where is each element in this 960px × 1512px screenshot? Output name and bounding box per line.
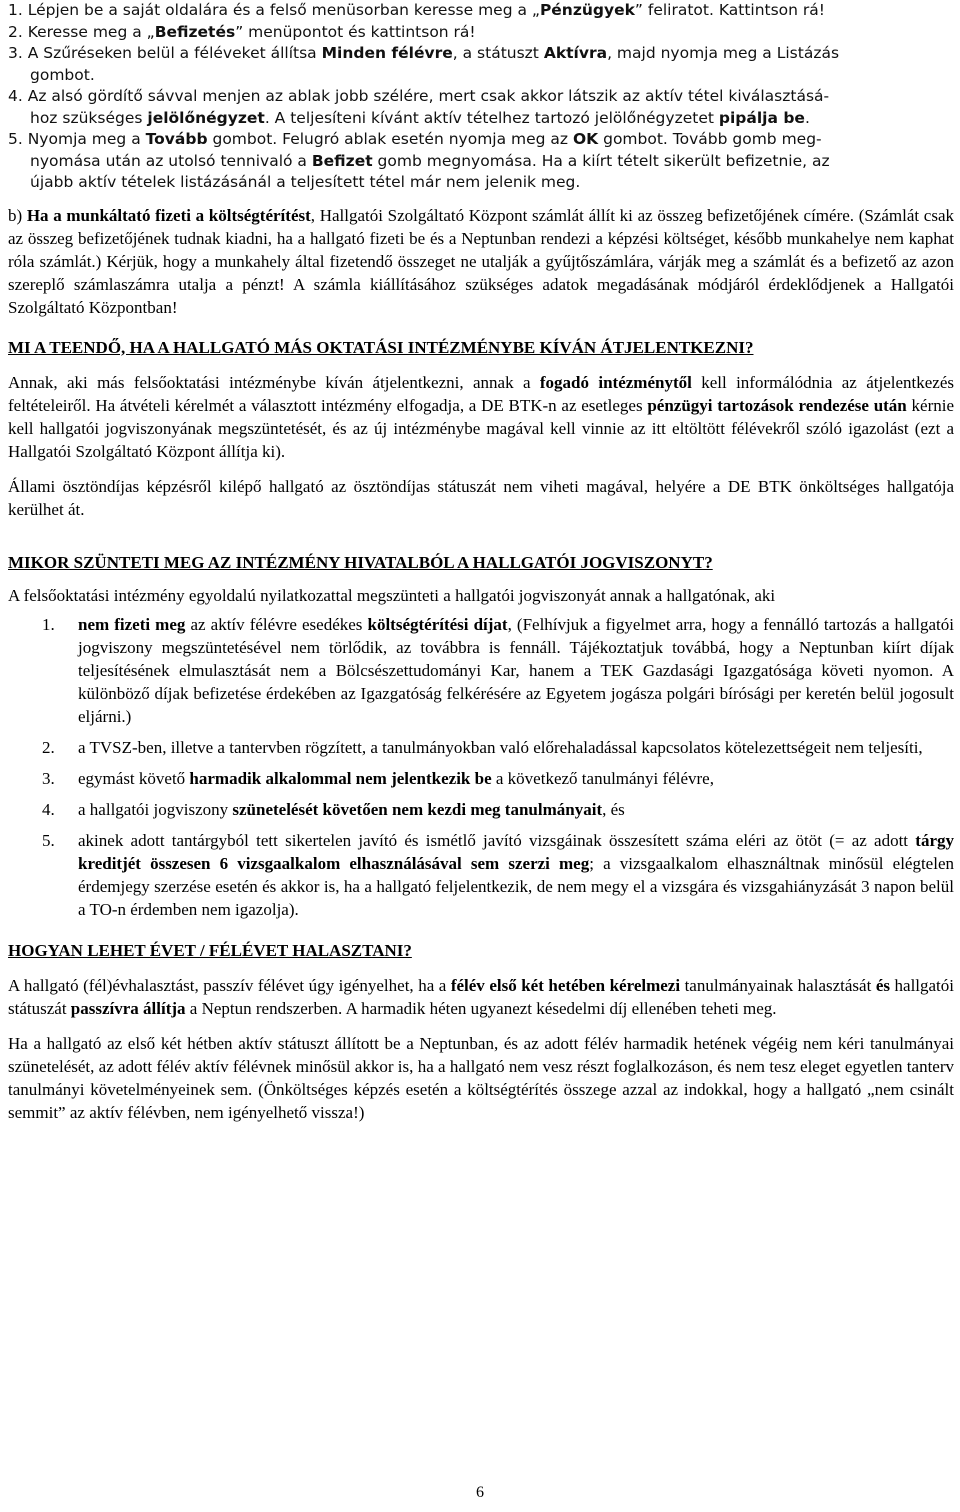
step-line: nyomása után az utolsó tennivaló a Befizet gomb megnyomása. Ha a kiírt tételt sikerült befizetnie, az: [30, 151, 830, 170]
list-item: 5. akinek adott tantárgyból tett sikertelen javító és ismétlő javító vizsgáinak összesített száma eléri az ötöt (= az adott tárgy kreditjét összesen 6 vizsgaalkalom elhasználásával sem szerzi meg; a vizsgaalkalom elhasználtnak minősül elégtelen érdemjegy szerzése esetén és akkor is, ha a hallgató feljelentkezik, de nem megy el a vizsgára és vizsgahiányzását 3 napon belül a TO-n érdemben nem igazolja).: [42, 830, 954, 919]
step-line: 4. Az alsó gördítő sávval menjen az ablak jobb szélére, mert csak akkor látszik az aktív tétel kiválasztásá-: [8, 87, 830, 105]
active-semester-paragraph: Ha a hallgató az első két hétben aktív státuszt állított be a Neptunban, és az adott félév harmadik hetének végéig nem kéri tanulmányai szünetelését, az adott félév aktív félévnek minősül akkor is, ha a hallgató nem vesz részt foglalkozáson, és nem tesz eleget egyetlen tanterv tanulmányi követelményeinek sem. (Önköltséges képzés esetén a költségtérítés összege azzal az indokkal, hogy a hallgató „nem csinált semmit” az aktív félévben, nem igényelhető vissza!): [8, 1033, 954, 1122]
section-heading-termination: MIKOR SZÜNTETI MEG AZ INTÉZMÉNY HIVATALBÓL A HALLGATÓI JOGVISZONYT?: [8, 552, 713, 572]
scholarship-paragraph: Állami ösztöndíjas képzésről kilépő hallgató az ösztöndíjas státuszát nem viheti magával, helyére a DE BTK önköltséges hallgatója kerülhet át.: [8, 476, 954, 519]
list-item: 1. nem fizeti meg az aktív félévre esedékes költségtérítési díjat, (Felhívjuk a figyelmet arra, hogy a fennálló tartozás a hallgatói jogviszony megszüntetésével nem törlődik, az továbbra is fennáll. Tájékoztatjuk továbbá, hogy a Neptunban kiírt díjak teljesítésének elmulasztását nem a Bölcsészettudományi Kar, hanem a TEK Gazdasági Igazgatósága követi nyomon. A különböző díjak befizetése érdekében az Igazgatóság felkérésére az Egyetem jogásza polgári bírósági per keretén belül jogosult eljárni.): [42, 614, 954, 726]
list-item: 4. a hallgatói jogviszony szünetelését követően nem kezdi meg tanulmányait, és: [42, 799, 625, 819]
section-heading-transfer: MI A TEENDŐ, HA A HALLGATÓ MÁS OKTATÁSI INTÉZMÉNYBE KÍVÁN ÁTJELENTKEZNI?: [8, 337, 754, 357]
termination-list: [8, 613, 954, 921]
step-line: gombot.: [30, 65, 95, 84]
step-line: 5. Nyomja meg a Tovább gombot. Felugró ablak esetén nyomja meg az OK gombot. Tovább gomb meg-: [8, 130, 822, 148]
deferral-paragraph: A hallgató (fél)évhalasztást, passzív félévet úgy igényelhet, ha a félév első két hetében kérelmezi tanulmányainak halasztását és hallgatói státuszát passzívra állítja a Neptun rendszerben. A harmadik héten ugyanezt késedelmi díj ellenében teheti meg.: [8, 975, 955, 1018]
step-line: hoz szükséges jelölőnégyzet. A teljesíteni kívánt aktív tételhez tartozó jelölőnégyzetet pipálja be.: [30, 108, 810, 127]
list-item: 2. a TVSZ-ben, illetve a tantervben rögzített, a tanulmányokban való előrehaladással kapcsolatos kötelezettségeit nem teljesíti,: [42, 737, 923, 757]
termination-intro: A felsőoktatási intézmény egyoldalú nyilatkozattal megszünteti a hallgatói jogviszonyát annak a hallgatónak, aki: [8, 585, 776, 605]
document-page: [8, 0, 954, 1124]
section-heading-deferral: HOGYAN LEHET ÉVET / FÉLÉVET HALASZTANI?: [8, 940, 412, 960]
payment-steps: [8, 0, 954, 194]
list-item: 3. egymást követő harmadik alkalommal nem jelentkezik be a következő tanulmányi félévre,: [42, 768, 714, 788]
step-line: 2. Keresse meg a „Befizetés” menüpontot és kattintson rá!: [8, 22, 476, 41]
step-line: 3. A Szűréseken belül a féléveket állítsa Minden félévre, a státuszt Aktívra, majd nyomja meg a Listázás: [8, 44, 840, 62]
step-line: újabb aktív tételek listázásánál a teljesített tétel már nem jelenik meg.: [30, 173, 581, 191]
step-line: 1. Lépjen be a saját oldalára és a felső menüsorban keresse meg a „Pénzügyek” feliratot. Kattintson rá!: [8, 1, 825, 19]
page-number: 6: [476, 1484, 484, 1501]
employer-payment-paragraph: b) Ha a munkáltató fizeti a költségtérítést, Hallgatói Szolgáltató Központ számlát állít ki az összeg befizetőjének címére. (Számlát csak az összeg befizetőjének tudnak kiadni, ha a hallgató fizeti be és a Neptunban rendezi a képzési költséget, később munkahelye nem kaphat róla számlát.) Kérjük, hogy a munkahely által fizetendő összeget ne utalják a gyűjtőszámlára, várják meg a számlát és a befizető az azon szereplő számlaszámra utalja a pénzt! A számla kiállításához szükséges adatok megadásának módjáról érdeklődjenek a Hallgatói Szolgáltató Központban!: [8, 205, 954, 317]
transfer-paragraph: Annak, aki más felsőoktatási intézménybe kíván átjelentkezni, annak a fogadó intézménytől kell informálódnia az átjelentkezés feltételeiről. Ha átvételi kérelmét a választott intézmény elfogadja, a DE BTK-n az esetleges pénzügyi tartozások rendezése után kérnie kell hallgatói jogviszonyának megszüntetését, és az új intézménybe magával kell vinnie az itt eltöltött félévekről szóló igazolást (ezt a Hallgatói Szolgáltató Központ állítja ki).: [8, 372, 955, 461]
